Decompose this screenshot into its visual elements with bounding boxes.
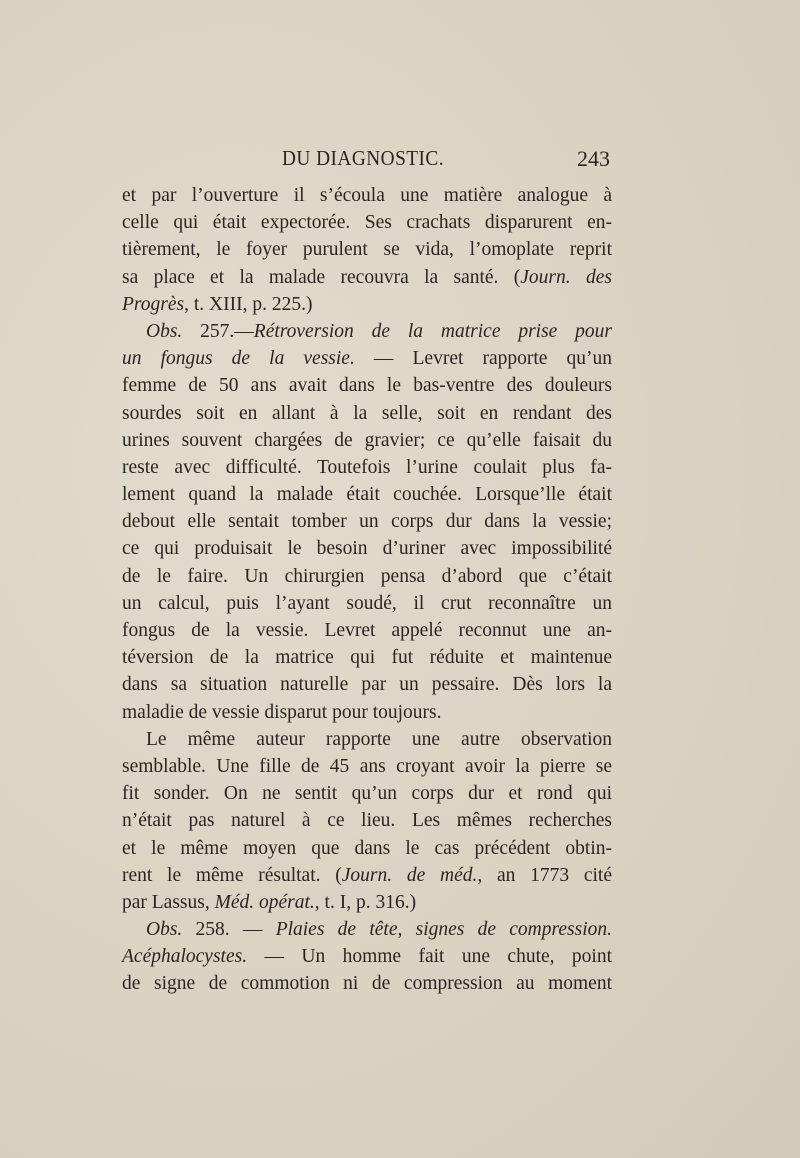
text-line [122,916,612,943]
text-segment: de signe de commotion ni de compression au moment [122,973,612,995]
text-segment: , t. XIII, p. 225.) [184,293,313,315]
italic-text: Journ. des [520,266,612,288]
italic-text: Méd. opérat. [214,891,315,913]
text-segment: fongus de la vessie. Levret appelé reconnut une an- [122,620,612,641]
text-segment: femme de 50 ans avait dans le bas-ventre des douleurs [122,375,612,397]
text-line [122,970,612,997]
text-segment: 257.— [182,320,254,342]
text-line [122,345,612,372]
text-line [122,481,612,508]
text-segment: , an 1773 cité [477,864,612,886]
text-segment: fit sonder. On ne sentit qu’un corps dur et rond qui [122,783,612,805]
body-text [122,182,612,998]
text-segment: et par l’ouverture il s’écoula une matière analogue à [122,185,612,206]
text-segment: par Lassus, [122,891,215,913]
text-segment: maladie de vessie disparut pour toujours. [122,701,442,723]
text-line [122,862,612,889]
text-segment: de le faire. Un chirurgien pensa d’abord que c’était [122,565,612,587]
italic-text: Rétroversion de la matrice prise pour [253,320,613,342]
text-line [122,291,612,318]
text-line [122,454,612,481]
text-line [122,617,612,644]
text-line [122,807,612,834]
text-segment: , t. I, p. 316.) [314,891,417,913]
text-line [122,644,612,671]
text-line [122,400,612,427]
text-segment: téversion de la matrice qui fut réduite et maintenue [122,647,612,669]
italic-text: Journ. de méd. [341,864,478,886]
text-line [122,590,612,617]
text-segment: — Levret rapporte qu’un [354,348,613,370]
italic-text: Obs. [146,919,183,941]
text-line [122,236,612,263]
text-line [122,699,612,726]
text-line [122,535,612,562]
text-line [122,427,612,454]
text-segment: reste avec difficulté. Toutefois l’urine coulait plus fa- [122,456,612,478]
italic-text: un fongus de la vessie. [122,348,355,370]
text-segment: sa place et la malade recouvra la santé. ( [122,266,521,288]
text-segment: Le même auteur rapporte une autre observation [146,728,612,750]
text-segment: semblable. Une fille de 45 ans croyant avoir la pierre se [122,755,612,777]
text-line [122,753,612,780]
page-number: 243 [577,146,610,171]
text-segment: dans sa situation naturelle par un pessaire. Dès lors la [122,674,612,696]
italic-text: Plaies de tête, signes de compression. [275,919,612,941]
text-segment: lement quand la malade était couchée. Lorsque’lle était [122,484,612,506]
text-segment: celle qui était expectorée. Ses crachats disparurent en- [122,212,612,234]
text-line [122,318,612,345]
text-line [122,943,612,970]
text-line [122,508,612,535]
text-line [122,264,612,291]
page-header [122,146,610,176]
text-line [122,726,612,753]
running-title: DU DIAGNOSTIC. [282,146,445,170]
text-line [122,889,612,916]
text-segment: et le même moyen que dans le cas précédent obtin- [122,837,612,859]
text-segment: debout elle sentait tomber un corps dur dans la vessie; [122,511,612,533]
text-segment: sourdes soit en allant à la selle, soit en rendant des [122,402,612,424]
text-segment: urines souvent chargées de gravier; ce qu’elle faisait du [122,429,612,451]
text-segment: 258. — [182,919,276,941]
text-line [122,372,612,399]
text-line [122,835,612,862]
text-line [122,780,612,807]
text-line [122,671,612,698]
italic-text: Acéphalocystes. [122,946,248,968]
italic-text: Progrès [122,293,185,315]
text-segment: tièrement, le foyer purulent se vida, l’omoplate reprit [122,239,612,261]
text-segment: ce qui produisait le besoin d’uriner avec impossibilité [122,538,612,560]
italic-text: Obs. [146,320,183,342]
text-segment: n’était pas naturel à ce lieu. Les mêmes recherches [122,810,612,832]
text-segment: — Un homme fait une chute, point [247,946,612,968]
text-segment: un calcul, puis l’ayant soudé, il crut reconnaître un [122,592,612,614]
text-line [122,182,612,209]
text-segment: rent le même résultat. ( [122,864,342,886]
text-line [122,209,612,236]
text-line [122,563,612,590]
